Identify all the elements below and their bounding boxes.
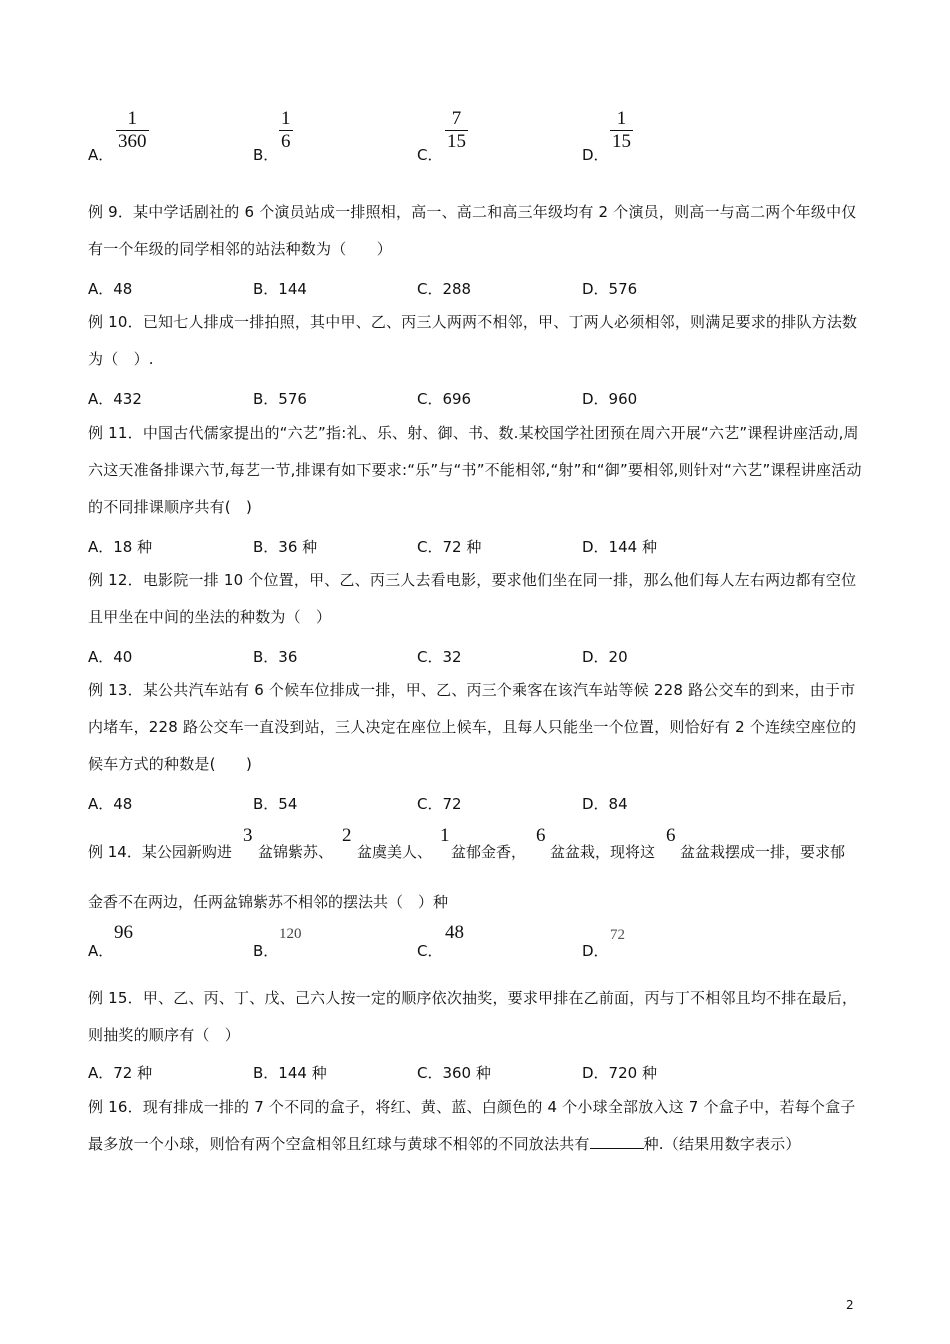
q8-option-a[interactable] — [88, 108, 147, 165]
option-value: 72 — [610, 927, 625, 943]
q14-number: 6 — [666, 825, 676, 846]
q15-option-c[interactable]: C．360 种 — [417, 1064, 491, 1082]
q9-option-a[interactable]: A．48 — [88, 280, 133, 298]
q14-seg1: 例 14．某公园新购进 — [88, 843, 232, 861]
denominator: 360 — [118, 131, 147, 152]
q11-option-d[interactable]: D．144 种 — [582, 538, 657, 556]
q14-number: 3 — [243, 825, 253, 846]
q14-number: 1 — [440, 825, 450, 846]
q8-option-b[interactable] — [253, 108, 291, 165]
page-number: 2 — [846, 1298, 854, 1312]
q14-seg3: 盆虞美人、 — [357, 843, 433, 861]
q14-option-a[interactable] — [88, 922, 133, 961]
q14-option-c[interactable] — [417, 922, 464, 961]
option-value: 48 — [445, 922, 464, 943]
q13-option-b[interactable]: B．54 — [253, 795, 298, 813]
option-value: 120 — [279, 926, 302, 942]
numerator: 1 — [281, 108, 291, 129]
q9-option-c[interactable]: C．288 — [417, 280, 472, 298]
q12-options — [88, 646, 868, 670]
q14-option-d[interactable] — [582, 927, 625, 961]
q14-number: 6 — [536, 825, 546, 846]
numerator: 1 — [127, 108, 137, 129]
q14-seg2: 盆锦紫苏、 — [258, 843, 334, 861]
fraction — [116, 108, 149, 153]
q13-option-c[interactable]: C．72 — [417, 795, 462, 813]
q8-options — [88, 108, 868, 168]
q12-option-b[interactable]: B．36 — [253, 648, 298, 666]
q10-option-d[interactable]: D．960 — [582, 390, 638, 408]
q8-option-d[interactable] — [582, 108, 631, 165]
q9-option-d[interactable]: D．576 — [582, 280, 638, 298]
q16-stem — [88, 1089, 868, 1163]
q11-option-a[interactable]: A．18 种 — [88, 538, 153, 556]
q14-option-b[interactable] — [253, 926, 302, 961]
denominator: 15 — [612, 131, 631, 152]
denominator: 6 — [281, 131, 291, 152]
option-label: B． — [253, 942, 279, 960]
q10-stem: 例 10．已知七人排成一排拍照，其中甲、乙、丙三人两两不相邻，甲、丁两人必须相邻，则满足要求的排队方法数为（ ）. — [88, 313, 858, 368]
q14-line2: 金香不在两边，任两盆锦紫苏不相邻的摆法共（ ）种 — [88, 893, 449, 911]
q9-option-b[interactable]: B．144 — [253, 280, 307, 298]
q10-option-a[interactable]: A．432 — [88, 390, 142, 408]
q10-options — [88, 388, 868, 412]
q15-option-a[interactable]: A．72 种 — [88, 1064, 153, 1082]
q13-option-d[interactable]: D．84 — [582, 795, 628, 813]
q11-stem: 例 11．中国古代儒家提出的“六艺”指:礼、乐、射、御、书、数.某校国学社团预在周六开展“六艺”课程讲座活动,周六这天准备排课六节,每艺一节,排课有如下要求:“乐”与“书”不能相邻,“射”和“御”要相邻,则针对“六艺”课程讲座活动的不同排课顺序共有( ) — [88, 424, 862, 516]
q13-option-a[interactable]: A．48 — [88, 795, 133, 813]
option-label: C． — [417, 942, 443, 960]
q12-option-c[interactable]: C．32 — [417, 648, 462, 666]
option-label: C． — [417, 146, 443, 164]
option-value: 96 — [114, 922, 133, 943]
q15-options — [88, 1062, 868, 1086]
q14-number: 2 — [342, 825, 352, 846]
numerator: 1 — [616, 108, 627, 129]
q9-stem: 例 9．某中学话剧社的 6 个演员站成一排照相，高一、高二和高三年级均有 2 个演员，则高一与高二两个年级中仅有一个年级的同学相邻的站法种数为（ ） — [88, 203, 857, 258]
option-label: D． — [582, 942, 609, 960]
q13-options — [88, 793, 868, 817]
option-label: A． — [88, 942, 114, 960]
q12-stem: 例 12．电影院一排 10 个位置，甲、乙、丙三人去看电影，要求他们坐在同一排，那么他们每人左右两边都有空位且甲坐在中间的坐法的种数为（ ） — [88, 571, 857, 626]
q14-seg5: 盆盆栽，现将这 — [550, 843, 656, 861]
fraction — [445, 108, 468, 153]
q10-option-b[interactable]: B．576 — [253, 390, 307, 408]
q15-option-b[interactable]: B．144 种 — [253, 1064, 327, 1082]
q14-seg6: 盆盆栽摆成一排，要求郁 — [680, 843, 846, 861]
q12-option-a[interactable]: A．40 — [88, 648, 133, 666]
q16-text-before: 例 16．现有排成一排的 7 个不同的盒子，将红、黄、蓝、白颜色的 4 个小球全部放入这 7 个盒子中，若每个盒子最多放一个小球，则恰有两个空盒相邻且红球与黄球不相邻的不同放法共有 — [88, 1098, 856, 1153]
q14-seg4: 盆郁金香， — [451, 843, 527, 861]
q14-options — [88, 922, 868, 964]
q11-option-b[interactable]: B．36 种 — [253, 538, 318, 556]
q12-option-d[interactable]: D．20 — [582, 648, 628, 666]
q9-options — [88, 278, 868, 302]
q16-text-after: 种.（结果用数字表示） — [643, 1135, 801, 1153]
option-label: D． — [582, 146, 609, 164]
q8-option-c[interactable] — [417, 108, 466, 165]
fraction — [279, 108, 293, 153]
q15-option-d[interactable]: D．720 种 — [582, 1064, 657, 1082]
fraction — [610, 108, 633, 153]
denominator: 15 — [447, 131, 466, 152]
q11-options — [88, 536, 868, 560]
q15-stem: 例 15．甲、乙、丙、丁、戊、己六人按一定的顺序依次抽奖，要求甲排在乙前面，丙与丁不相邻且均不排在最后，则抽奖的顺序有（ ） — [88, 989, 858, 1044]
answer-blank[interactable] — [590, 1134, 644, 1149]
option-label: B． — [253, 146, 279, 164]
option-label: A． — [88, 146, 114, 164]
q13-stem: 例 13．某公共汽车站有 6 个候车位排成一排，甲、乙、丙三个乘客在该汽车站等候 228 路公交车的到来，由于市内堵车，228 路公交车一直没到站，三人决定在座位上候车，且每人只能坐一个位置，则恰好有 2 个连续空座位的候车方式的种数是( ) — [88, 681, 857, 773]
q10-option-c[interactable]: C．696 — [417, 390, 472, 408]
q11-option-c[interactable]: C．72 种 — [417, 538, 482, 556]
numerator: 7 — [451, 108, 462, 129]
